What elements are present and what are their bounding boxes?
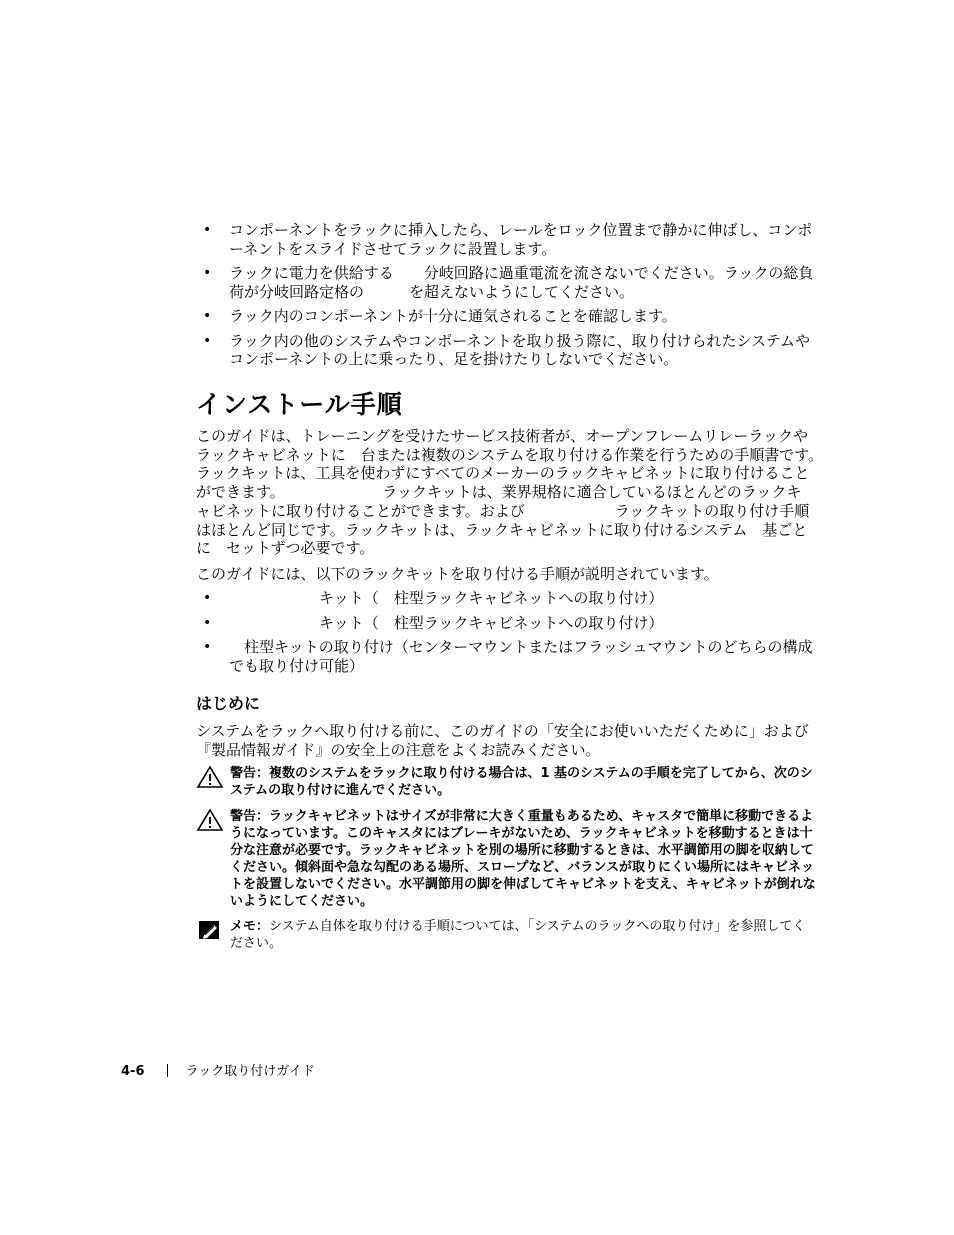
list-item — [196, 221, 816, 258]
warning-triangle-icon — [196, 765, 224, 789]
bullet-mark: • — [203, 265, 212, 281]
bullet-text: キット（ 柱型ラックキャビネットへの取り付け） — [229, 589, 664, 607]
footer-title: ラック取り付けガイド — [185, 1064, 315, 1079]
section-heading-install: インストール手順 — [196, 390, 403, 419]
kit-bullet-list — [196, 589, 816, 681]
pencil-note-icon — [196, 918, 224, 942]
list-item — [196, 332, 816, 369]
warning-text: 警告：ラックキャビネットはサイズが非常に大きく重量もあるため、キャスタで簡単に移動できるようになっています。このキャスタにはブレーキがないため、ラックキャビネットを移動するときは十分な注意が必要です。ラックキャビネットを別の場所に移動するときは、水平調節用の脚を収納してください。傾斜面や急な勾配のある場所、スロープなど、バランスが取りにくい場所にはキャビネットを設置しないでください。水平調節用の脚を伸ばしてキャビネットを支え、キャビネットが倒れないようにしてください。 — [230, 809, 816, 909]
list-item — [196, 264, 816, 301]
bullet-text: ラックに電力を供給する 分岐回路に過重電流を流さないでください。ラックの総負荷が分岐回路定格の を超えないようにしてください。 — [229, 264, 814, 301]
list-item — [196, 614, 816, 633]
list-item — [196, 638, 816, 675]
kit-list-lead: このガイドには、以下のラックキットを取り付ける手順が説明されています。 — [196, 565, 719, 583]
footer-divider — [167, 1064, 168, 1077]
bullet-text: ラック内の他のシステムやコンポーネントを取り扱う際に、取り付けられたシステムやコンポーネントの上に乗ったり、足を掛けたりしないでください。 — [229, 331, 810, 368]
install-intro-paragraph: このガイドは、トレーニングを受けたサービス技術者が、オープンフレームリレーラックやラックキャビネットに 台または複数のシステムを取り付ける作業を行うための手順書です。 ラックキットは、工具を使わずにすべてのメーカーのラックキャビネットに取り付けることができます。 ラックキットは、業界規格に適合しているほとんどのラックキャビネットに取り付けることができます。および ラックキットの取り付け手順はほとんど同じです。ラックキットは、ラックキャビネットに取り付けるシステム 基ごとに セットずつ必要です。 — [196, 427, 921, 558]
bullet-mark: • — [203, 639, 212, 655]
bullet-mark: • — [203, 222, 212, 238]
warning-notice — [196, 808, 816, 910]
page-number: 4-6 — [121, 1064, 145, 1079]
warning-notice — [196, 765, 816, 799]
memo-text — [230, 918, 816, 952]
list-item — [196, 307, 816, 326]
bullet-text: ラック内のコンポーネントが十分に通気されることを確認します。 — [229, 307, 677, 325]
warning-text: 警告：複数のシステムをラックに取り付ける場合は、1 基のシステムの手順を完了してから、次のシステムの取り付けに進んでください。 — [230, 766, 813, 798]
warning-triangle-icon — [196, 808, 224, 832]
list-item — [196, 589, 816, 608]
bullet-mark: • — [203, 590, 212, 606]
memo-body: システム自体を取り付ける手順については、「システムのラックへの取り付け」を参照してください。 — [230, 919, 806, 951]
bullet-text: 柱型キットの取り付け（センターマウントまたはフラッシュマウントのどちらの構成でも取り付け可能） — [229, 638, 813, 675]
bullet-mark: • — [203, 332, 212, 349]
page-footer — [121, 1063, 315, 1081]
bullet-mark: • — [203, 308, 212, 324]
bullet-text: コンポーネントをラックに挿入したら、レールをロック位置まで静かに伸ばし、コンポーネントをスライドさせてラックに設置します。 — [229, 221, 813, 258]
memo-label: メモ： — [230, 919, 270, 934]
safety-bullet-list — [196, 221, 816, 375]
section-heading-before: はじめに — [196, 694, 261, 713]
bullet-text: キット（ 柱型ラックキャビネットへの取り付け） — [229, 613, 664, 632]
memo-notice — [196, 918, 816, 952]
before-paragraph: システムをラックへ取り付ける前に、このガイドの「安全にお使いいただくために」および『製品情報ガイド』の安全上の注意をよくお読みください。 — [196, 722, 809, 759]
bullet-mark: • — [203, 614, 212, 631]
